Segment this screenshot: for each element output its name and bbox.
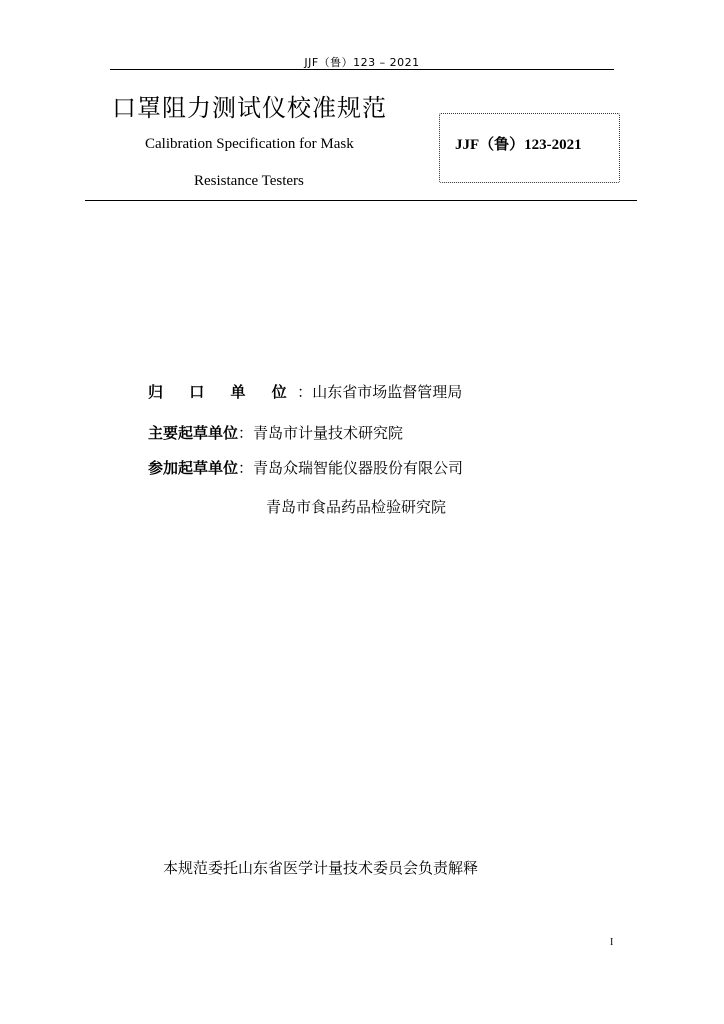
- participating-drafter-row: [148, 457, 463, 478]
- header-code: JJF（鲁）123 – 2021: [304, 56, 420, 69]
- participating-drafter-value-1: 青岛众瑞智能仪器股份有限公司: [253, 459, 464, 477]
- responsible-unit-row: [148, 381, 462, 402]
- participating-drafter-colon: ：: [238, 459, 254, 477]
- header-rule: [110, 69, 614, 70]
- code-box-text: JJF（鲁）123-2021: [455, 137, 582, 153]
- main-drafter-row: [148, 422, 403, 443]
- responsible-unit-value: 山东省市场监督管理局: [312, 383, 463, 401]
- title-rule: [85, 200, 637, 201]
- title-english-line1: Calibration Specification for Mask: [145, 136, 354, 152]
- main-drafter-label: 主要起草单位: [148, 424, 239, 442]
- responsible-unit-label: 归 口 单 位: [148, 383, 298, 401]
- page-number: I: [610, 937, 614, 948]
- title-english-line2: Resistance Testers: [194, 173, 304, 189]
- responsible-unit-colon: ：: [297, 383, 313, 401]
- main-drafter-value: 青岛市计量技术研究院: [253, 424, 404, 442]
- participating-drafter-value-2: 青岛市食品药品检验研究院: [266, 498, 447, 516]
- title-chinese: 口罩阻力测试仪校准规范: [112, 94, 387, 122]
- participating-drafter-label: 参加起草单位: [148, 459, 239, 477]
- main-drafter-colon: ：: [238, 424, 254, 442]
- interpretation-note: 本规范委托山东省医学计量技术委员会负责解释: [163, 859, 479, 877]
